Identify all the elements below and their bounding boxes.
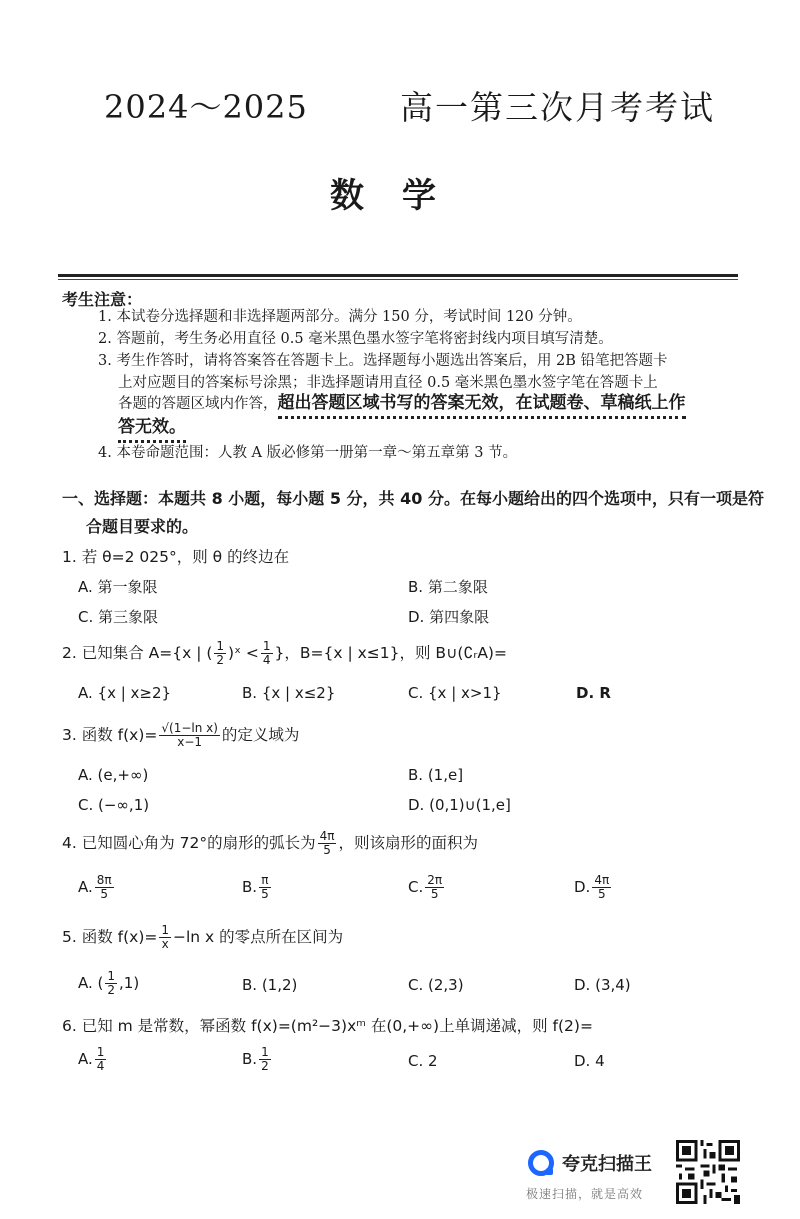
q2-option-a: A. {x | x≥2}: [78, 684, 172, 702]
q3-option-b: B. (1,e]: [408, 766, 464, 784]
q4-option-b: B. $\frac{\pi}{5}$: [242, 873, 269, 901]
q2-option-d: D. R: [576, 684, 611, 702]
q6-option-d: D. 4: [574, 1052, 605, 1070]
notice-item-3-line-3: [118, 392, 686, 415]
q4-stem: [62, 830, 478, 857]
q5-option-b: B. (1,2): [242, 976, 298, 994]
notice-item-3-line-2: 上对应题目的答案标号涂黑；非选择题请用直径 0.5 毫米黑色墨水签字笔在答题卡上: [118, 375, 658, 391]
subject-title: 数学: [330, 176, 474, 216]
q4-fraction: $\frac{4\pi}{5}$: [319, 829, 335, 857]
q3-option-a: A. (e,+∞): [78, 766, 149, 784]
q4-option-c: C. $\frac{2\pi}{5}$: [408, 873, 443, 901]
notice-heading: 考生注意：: [62, 290, 143, 309]
notice-item-3-plain: 各题的答题区域内作答，: [118, 396, 278, 412]
notice-item-3-line-4: [118, 416, 186, 439]
scanner-tagline: 极速扫描，就是高效: [526, 1187, 644, 1201]
divider-thin: [58, 279, 738, 280]
q3-fraction: $\frac{\text{√(1−ln x)}}{x-1}$: [161, 721, 218, 749]
scanner-logo-icon: [528, 1150, 554, 1176]
scanner-watermark: [528, 1150, 652, 1176]
q2-option-b: B. {x | x≤2}: [242, 684, 336, 702]
q3-stem-start: 3. 函数 f(x)=: [62, 726, 158, 744]
q2-set-mid: )ˣ <: [228, 644, 259, 662]
q4-option-d: D. $\frac{4\pi}{5}$: [574, 873, 610, 901]
q2-set-open: {x | (: [172, 644, 213, 662]
q3-stem: [62, 722, 299, 749]
notice-item-3-line-1: 3. 考生作答时，请将答案答在答题卡上。选择题每小题选出答案后，用 2B 铅笔把答题卡: [98, 353, 668, 369]
notice-item-3-emphasis: 超出答题区域书写的答案无效，在试题卷、草稿纸上作: [278, 393, 686, 419]
q4-option-a: A. $\frac{8\pi}{5}$: [78, 873, 112, 901]
section-1-intro: 一、选择题：本题共 8 小题，每小题 5 分，共 40 分。在每小题给出的四个选项中，只有一项是符: [62, 489, 764, 508]
q1-option-b: B. 第二象限: [408, 578, 488, 596]
q5-option-a: A. ( $\frac{1}{2}$ ,1): [78, 969, 140, 997]
q5-stem-end: −ln x 的零点所在区间为: [173, 928, 344, 946]
q5-stem-start: 5. 函数 f(x)=: [62, 928, 158, 946]
q2-stem-start: 2. 已知集合 A=: [62, 644, 173, 662]
q1-option-a: A. 第一象限: [78, 578, 158, 596]
q2-fraction-1: $\frac{1}{2}$: [216, 639, 225, 667]
q2-stem-end: }，B={x | x≤1}，则 B∪(∁ᵣA)=: [274, 644, 507, 662]
notice-item-2: 2. 答题前，考生务必用直径 0.5 毫米黑色墨水签字笔将密封线内项目填写清楚。: [98, 331, 613, 347]
exam-year: 2024～2025: [104, 88, 308, 126]
notice-item-4: 4. 本卷命题范围：人教 A 版必修第一册第一章～第五章第 3 节。: [98, 445, 518, 461]
q1-stem: 1. 若 θ=2 025°，则 θ 的终边在: [62, 548, 290, 566]
q5-stem: [62, 924, 343, 951]
q4-stem-end: ，则该扇形的面积为: [338, 834, 478, 852]
q5-fraction: $\frac{1}{x}$: [161, 923, 169, 951]
q1-option-c: C. 第三象限: [78, 608, 159, 626]
q6-option-a: A. $\frac{1}{4}$: [78, 1045, 105, 1073]
qr-code-icon: [676, 1140, 740, 1204]
q5-option-c: C. (2,3): [408, 976, 464, 994]
q3-stem-end: 的定义域为: [221, 726, 300, 744]
q6-option-c: C. 2: [408, 1052, 438, 1070]
q4-stem-start: 4. 已知圆心角为 72°的扇形的弧长为: [62, 834, 316, 852]
q5-option-d: D. (3,4): [574, 976, 631, 994]
q3-option-c: C. (−∞,1): [78, 796, 150, 814]
q6-stem: 6. 已知 m 是常数，幂函数 f(x)=(m²−3)xᵐ 在(0,+∞)上单调递减，则 f(2)=: [62, 1017, 593, 1035]
notice-item-1: 1. 本试卷分选择题和非选择题两部分。满分 150 分，考试时间 120 分钟。: [98, 309, 582, 325]
section-1-intro-cont: 合题目要求的。: [86, 517, 199, 536]
q2-fraction-2: $\frac{1}{4}$: [262, 639, 271, 667]
q6-option-b: B. $\frac{1}{2}$: [242, 1045, 269, 1073]
q2-stem: [62, 640, 507, 667]
notice-item-3-emphasis-end: 答无效。: [118, 417, 186, 443]
q2-option-c: C. {x | x>1}: [408, 684, 502, 702]
q1-option-d: D. 第四象限: [408, 608, 490, 626]
q3-option-d: D. (0,1)∪(1,e]: [408, 796, 511, 814]
scanner-brand: 夸克扫描王: [562, 1154, 652, 1175]
divider-thick: [58, 274, 738, 277]
exam-title: 高一第三次月考考试: [400, 88, 715, 127]
